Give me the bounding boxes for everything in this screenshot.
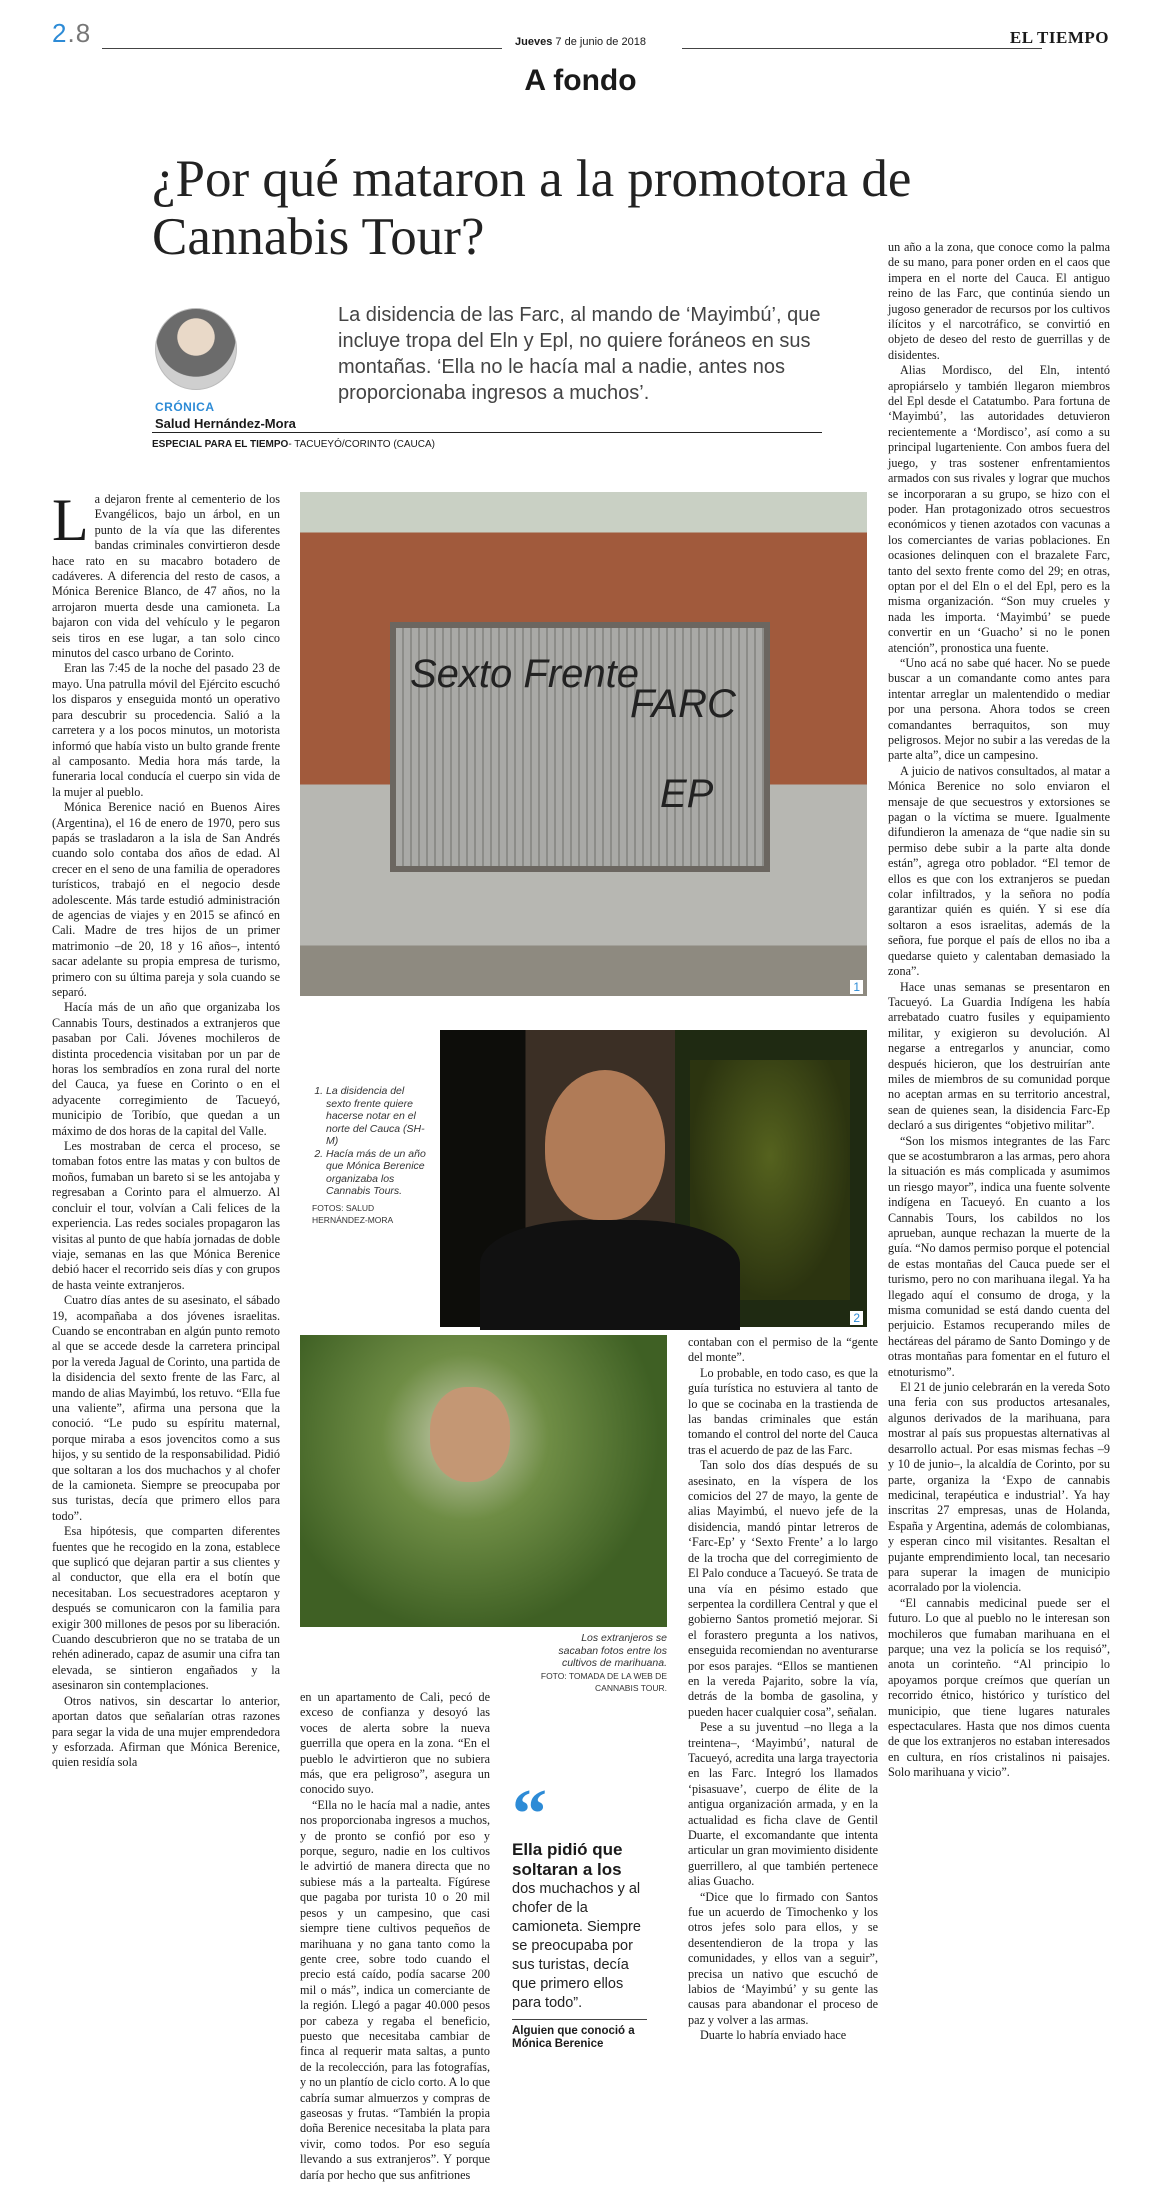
paragraph: Eran las 7:45 de la noche del pasado 23 de mayo. Una patrulla móvil del Ejército escuchó los disparos y enseguida montó un operativo para descubrir su procedencia. Salió a la carretera y a los pocos minutos, un motorista informó que había visto un bulto grande frente al camposanto. Media hora más tarde, la funeraria local conducía el cuerpo sin vida de la mujer al pueblo. [52,661,280,799]
photo-number: 2 [850,1311,863,1325]
photo3-credit: FOTO: TOMADA DE LA WEB DE CANNABIS TOUR. [540,1670,667,1693]
paragraph: A juicio de nativos consultados, al matar a Mónica Berenice no solo enviaron el mensaje de que secuestros y extorsiones se pagan o la víctima se muere. Igualmente difundieron la amenaza de “que nadie sin su permiso debe subir a la parte alta donde están”, agrega otro poblador. “El temor de ellos es que con los extranjeros se puedan colar infiltrados, y la señora no podía garantizar quién es quién. Y si ese día soltaron a esos israelitas, además de la señora, fue porque el país de ellos no iba a quedarse quieto y calentaban demasiado la zona”. [888,763,1110,979]
paragraph: “Ella no le hacía mal a nadie, antes nos proporcionaba ingresos a muchos, y de pronto se confió por eso y porque, seguro, nadie en los cultivos le advirtió de manera directa que no subiese más a la partealta. Fígúrese que pagaba por turista 10 o 20 mil pesos y un campesino, que casi siempre tiene cultivos pequeños de marihuana y no gana tanto como la gente cree, sobre todo cuando el precio está caído, podía sacarse 200 mil o más”, indica un comerciante de la región. Llegó a pagar 40.000 pesos por cabeza y regaba el beneficio, puesto que necesitaba cambiar de finca al requerir mata saltas, a punto de la recolección, para las fotografías, y no un plantío de ciclo corto. A lo que cabría sumar almuerzos y compras de gaseosas y frutas. “También la propia doña Berenice necesitaba la plata para vivir, como todos. Por eso seguía llevando a sus extranjeros”. Y porque daría por hecho que sus anfitriones [300,1797,490,2182]
section-title: A fondo [524,64,637,97]
author-avatar [155,308,237,390]
paragraph: Duarte lo habría enviado hace [700,2028,847,2043]
paragraph: “Son los mismos integrantes de las Farc que se acostumbraron a las armas, pero ahora la situación es más complicada y asumimos un riesgo mayor”, indica una fuente solvente indígena en Tacueyó. En cuanto a los Cannabis Tours, los cabildos no los aprueban, aunque rechazan la muerte de la guía. “No damos permiso porque el potencial de estas montañas del Cauca puede ser el turismo, pero no con marihuana ilegal. Ya ha llegado aquí el consumo de droga, y la misma comunidad se está dando cuenta del perjuicio. Estamos recuperando miles de hectáreas del páramo de Santo Domingo y de otras montañas para fomentar en el futuro el etnoturismo”. [888,1133,1110,1379]
byline-credit: ESPECIAL PARA EL TIEMPO- TACUEYÓ/CORINTO (CAUCA) [152,432,822,450]
caption-item: 2. Hacía más de un año que Mónica Berenice organizaba los Cannabis Tours. [326,1148,430,1198]
woman-face [545,1070,665,1220]
paragraph: “Uno acá no sabe qué hacer. No se puede buscar a un comandante como antes para intentar arreglar un malentendido o mediar por una persona. Ahora todos se creen comandantes berraquitos, son muy peligrosos. Mejor no subir a las veredas de la parte alta”, dice un campesino. [888,655,1110,763]
paragraph: Mónica Berenice nació en Buenos Aires (Argentina), el 16 de enero de 1970, pero sus papás se trasladaron a la isla de San Andrés cuando solo contaba dos años de edad. Al crecer en el seno de una familia de operadores turísticos, trabajó en el negocio desde adolescente. Más tarde estudió administración de agencias de viajes y en 2015 se afincó en Cali. Madre de tres hijos de un primer matrimonio –de 20, 18 y 16 años–, intentó sacar adelante su propia empresa de turismo, primero con su última pareja y sola cuando se separó. [52,800,280,999]
paragraph: Otros nativos, sin descartar lo anterior, aportan datos que señalarían otras razones para segar la vida de una mujer emprendedora y esforzada. Afirman que Mónica Berenice, quien residía sola [52,1693,280,1770]
pull-quote [512,1776,647,2051]
page-header [52,18,1109,58]
page-number: 2.8 [52,18,92,48]
man-face [430,1387,510,1482]
body-column-3 [688,1335,878,2172]
header-rule-left [102,48,502,49]
black-shirt [480,1220,740,1330]
paragraph: “El cannabis medicinal puede ser el futuro. Lo que al pueblo no le interesan son mochileros que fumaban marihuana en el parque; una vez la policía se los requisó”, anota un corinteño. “Al principio lo apoyamos porque creímos que querían un recorrido étnico, histórico y turístico del municipio, que tiene lugares naturales espectaculares. Hasta que nos dimos cuenta de que los extranjeros no estaban interesados en cultura, en ríos cristalinos ni paisajes. Solo marihuana y vicio”. [888,1595,1110,1780]
paragraph: Cuatro días antes de su asesinato, el sábado 19, acompañaba a dos jóvenes israelitas. Cuando se encontraban en algún punto remoto al que se accede desde la carretera principal por la vereda Jagual de Corinto, una partida de la disidencia del sexto frente de las Farc, al mando de alias Mayimbú, los retuvo. “Ella fue una valiente”, afirma una persona que la conoció. “Le pudo su espíritu maternal, porque miraba a esos jovencitos como a sus hijos, y su sentido de la responsabilidad. Pidió que soltaran a los dos muchachos y al chofer de la camioneta. Siempre se preocupaba por sus turistas, decía que primero ellos para todo”. [52,1293,280,1523]
quote-lead: Ella pidió que soltaran a los [512,1840,623,1879]
paragraph: La dejaron frente al cementerio de los Evangélicos, bajo un árbol, en un punto de la vía que las diferentes bandas criminales convirtieron desde hace rato en su macabro botadero de cadáveres. A diferencia del resto de casos, a Mónica Berenice Blanco, de 47 años, no la arrojaron muerta desde una camioneta. La bajaron con vida del vehículo y le pegaron seis tiros en ese lugar, a tan solo cinco minutos del casco urbano de Corinto. [52,487,280,661]
dek: La disidencia de las Farc, al mando de ‘Mayimbú’, que incluye tropa del Eln y Epl, no quiere foráneos en sus montañas. ‘Ella no le hacía mal a nadie, antes nos proporcionaba ingresos a muchos’. [338,304,821,404]
paragraph: Tan solo dos días después de su asesinato, en la víspera de los comicios del 27 de mayo, la gente de alias Mayimbú, el nuevo jefe de la disidencia, mandó pintar letreros de ‘Farc-Ep’ y ‘Sexto Frente’ a lo largo de la trocha que del corregimiento de El Palo conduce a Tacueyó. Se trata de una vía en pésimo estado que serpentea la cordillera Central y que el gobierno Santos prometió mejorar. Si el forastero pregunta a los nativos, enseguida recomiendan no aventurarse por esos parajes. “Ellos se mantienen en la vereda Pajarito, sobre la vía, detrás de la bomba de gasolina, y pueden hacer cualquier cosa”, señalan. [688,1458,878,1719]
quote-source: Alguien que conoció a Mónica Berenice [512,2019,647,2051]
photo3-caption: Los extranjeros se sacaban fotos entre los cultivos de marihuana. FOTO: TOMADA DE LA WEB DE CANNABIS TOUR. [540,1632,667,1693]
paragraph: Alias Mordisco, del Eln, intentó apropiárselo y también llegaron miembros del Epl desde el Catatumbo. Para fortuna de ‘Mayimbú’, las autoridades detuvieron recientemente a ‘Mordisco’, así como a su principal lugarteniente. Con ambos fuera del juego, y tras sostener enfrentamientos armados con sus rivales y lograr que muchos se incorporaran a su grupo, se hizo con el poder. Han protagonizado otros secuestros económicos y tienen azotados con vacunas a los comerciantes de varias poblaciones. En ocasiones delinquen con el brazalete Farc, tanto del sexto frente como del 29; en otras, optan por el del Eln o el del Epl, pero es la misma organización. “Son muy crueles y nada les importa. ‘Mayimbú’ se puede convertir en un ‘Guacho’ si no le ponen atención”, pronostica una fuente. [888,363,1110,655]
caption-item: 1. La disidencia del sexto frente quiere hacerse notar en el norte del Cauca (SH-M) [326,1085,430,1148]
body-column-1 [52,487,280,2172]
paragraph: El 21 de junio celebrarán en la vereda Soto una feria con sus productos artesanales, algunos derivados de la marihuana, para mostrar al país sus propuestas alternativas al desarrollo actual. Por esas mismas fechas –9 y 10 de junio–, la alcaldía de Corinto, por su parte, organiza la ‘Expo de cannabis medicinal, terapéutica e industrial’. Ya hay inscritas 27 empresas, unas de Holanda, España y Argentina, además de colombianas, y esperan cinco mil visitantes. Resaltan el pujante emprendimiento local, tan necesario para superar la imagen de municipio acorralado por la violencia. [888,1380,1110,1595]
photo-graffiti-wall [300,492,867,996]
body-column-4 [888,240,1110,2172]
photo-man-in-plants [300,1335,667,1627]
headline: ¿Por qué mataron a la promotora de Cannabis Tour? [152,150,912,266]
header-date: Jueves 7 de junio de 2018 [515,36,646,48]
paragraph: Pese a su juventud –no llega a la treintena–, ‘Mayimbú’, natural de Tacueyó, acredita una larga trayectoria en las Farc. Integró los llamados ‘pisasuave’, cuerpo de élite de la antigua organización armada, y en la actualidad es ficha clave de Gentil Duarte, el excomandante que intenta articular un gran movimiento disidente guerrillero, al que también pertenece alias Guacho. [688,1720,878,1889]
paragraph: en un apartamento de Cali, pecó de exceso de confianza y desoyó las voces de alerta sobre la nueva guerrilla que opera en la zona. “En el pueblo le advirtieron que no subiera más, que era peligroso”, asegura un conocido suyo. [300,1690,490,1797]
paragraph: Hacía más de un año que organizaba los Cannabis Tours, destinados a extranjeros que pasaban por Cali. Jóvenes mochileros de distinta procedencia visitaban por un par de horas los sembradíos en zona rural del norte del Cauca, ya fuese en Corinto o en el adyacente corregimiento de Tacueyó, municipio de Toribío, que quedan a un máximo de dos horas de la capital del Valle. [52,1000,280,1138]
header-rule-right [682,48,1042,49]
paragraph: Lo probable, en todo caso, es que la guía turística no estuviera al tanto de lo que se cocinaba en la trastienda de las bandas criminales que están tomando el control del norte del Cauca tras el acuerdo de paz de las Farc. [688,1365,878,1457]
author-name: Salud Hernández-Mora [155,416,296,431]
graffiti-text: EP [660,772,714,816]
quote-mark-icon: “ [512,1776,547,1853]
photo-captions [312,1085,430,1227]
caption-credit: FOTOS: SALUD HERNÁNDEZ-MORA [312,1202,394,1225]
photo-woman-portrait [440,1030,867,1327]
paragraph: un año a la zona, que conoce como la palma de su mano, para poner orden en el caos que impera en el norte del Cauca. El antiguo reino de las Farc, que continúa siendo un jugoso generador de recursos por los cultivos ilícitos y el narcotráfico, se convirtió en objeto de deseo del resto de guerrillas y de disidentes. [888,240,1110,362]
paragraph: contaban con el permiso de la “gente del monte”. [688,1335,878,1365]
paragraph: “Dice que lo firmado con Santos fue un acuerdo de Timochenko y los otros jefes solo para ellos, y se desentendieron de la tropa y las comunidades, y ellos van a seguir”, precisa un nativo que escuchó de labios de ‘Mayimbú’ y su gente las causas para abandonar el proceso de paz y volver a las armas. [688,1889,878,2027]
graffiti-text: Sexto Frente [410,652,640,696]
masthead: EL TIEMPO [1009,28,1109,47]
body-column-2 [300,1690,490,2182]
photo-number: 1 [850,980,863,994]
drop-cap: L [52,487,89,553]
paragraph: Les mostraban de cerca el proceso, se tomaban fotos entre las matas y con bultos de moños, fumaban un bareto si se les antojaba y regresaban a Corinto para el almuerzo. Al concluir el tour, volvían a Cali felices de la experiencia. Las redes sociales propagaron las visitas al punto de que había jornadas de doble viaje, semanas en las que Mónica Berenice debió hacer el recorrido seis días y con grupos de hasta veinte extranjeros. [52,1139,280,1292]
quote-text: dos muchachos y al chofer de la camioneta. Siempre se preocupaba por sus turistas, decía que primero ellos para todo”. [512,1881,641,2011]
paragraph: Esa hipótesis, que comparten diferentes fuentes que he recogido en la zona, establece que suplicó que dejaran partir a sus clientes y al conductor, que ella era el botín que necesitaban. Los secuestradores aceptaron y después se comunicaron con la familia para exigir 300 millones de pesos por su liberación. Cuando descubrieron que no se trataba de un rehén adinerado, capaz de asumir una cifra tan elevada, se sintieron engañados y la asesinaron sin contemplaciones. [52,1524,280,1693]
genre-label: CRÓNICA [155,400,215,414]
graffiti-text: FARC [630,682,736,726]
paragraph: Hace unas semanas se presentaron en Tacueyó. La Guardia Indígena les había arrebatado cuatro fusiles y equipamiento militar, y exigieron su devolución. Al negarse a entregarlos y anunciar, como después hicieron, que los destruirían ante miles de miembros de su comunidad porque no aceptan armas en su territorio ancestral, sean de quienes sean, la disidencia Farc-Ep declaró a sus dirigentes “objetivo militar”. [888,979,1110,1133]
